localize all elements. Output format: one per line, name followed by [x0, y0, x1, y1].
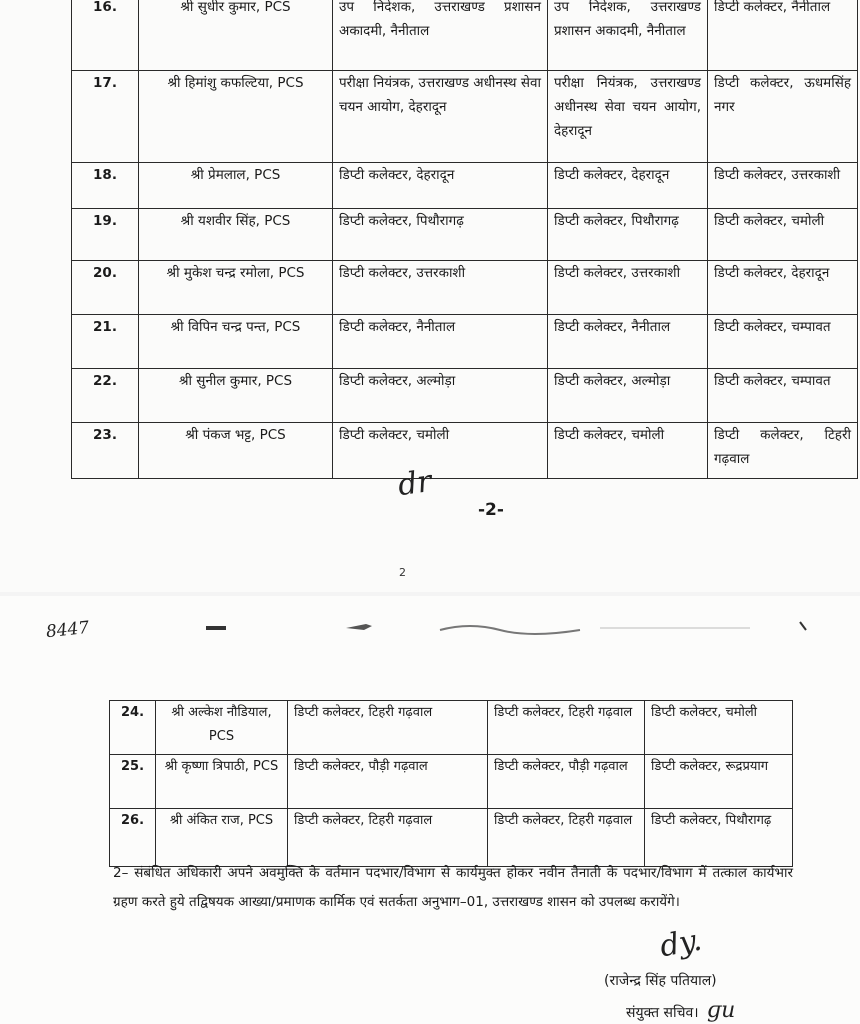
current-posting: डिप्टी कलेक्टर, नैनीताल: [333, 315, 548, 369]
current-posting: डिप्टी कलेक्टर, चमोली: [333, 423, 548, 479]
relieved-from: डिप्टी कलेक्टर, अल्मोड़ा: [548, 369, 708, 423]
serial-number: 21.: [72, 315, 139, 369]
current-posting: डिप्टी कलेक्टर, टिहरी गढ़वाल: [288, 701, 488, 755]
officer-name: श्री विपिन चन्द्र पन्त, PCS: [139, 315, 333, 369]
posting-table-page-2: [109, 700, 793, 867]
officer-name: श्री प्रेमलाल, PCS: [139, 163, 333, 209]
officer-name: श्री मुकेश चन्द्र रमोला, PCS: [139, 261, 333, 315]
serial-number: 16.: [72, 0, 139, 71]
relieved-from: डिप्टी कलेक्टर, टिहरी गढ़वाल: [488, 701, 645, 755]
current-posting: उप निदेशक, उत्तराखण्ड प्रशासन अकादमी, नैनीताल: [333, 0, 548, 71]
relieved-from: उप निदेशक, उत्तराखण्ड प्रशासन अकादमी, नैनीताल: [548, 0, 708, 71]
serial-number: 19.: [72, 209, 139, 261]
table-row: [72, 261, 858, 315]
officer-name: श्री यशवीर सिंह, PCS: [139, 209, 333, 261]
table-row: [72, 0, 858, 71]
relieved-from: डिप्टी कलेक्टर, नैनीताल: [548, 315, 708, 369]
signatory-title: [626, 998, 735, 1023]
scan-mark: [800, 622, 806, 630]
scan-mark: [440, 626, 580, 634]
new-posting: डिप्टी कलेक्टर, टिहरी गढ़वाल: [708, 423, 858, 479]
current-posting: डिप्टी कलेक्टर, अल्मोड़ा: [333, 369, 548, 423]
table-row: [110, 755, 793, 809]
current-posting: परीक्षा नियंत्रक, उत्तराखण्ड अधीनस्थ सेवा चयन आयोग, देहरादून: [333, 71, 548, 163]
officer-name: श्री अल्केश नौडियाल, PCS: [156, 701, 288, 755]
table-row: [72, 71, 858, 163]
relieved-from: डिप्टी कलेक्टर, टिहरी गढ़वाल: [488, 809, 645, 867]
serial-number: 25.: [110, 755, 156, 809]
current-posting: डिप्टी कलेक्टर, उत्तरकाशी: [333, 261, 548, 315]
scan-mark: [206, 626, 226, 630]
relieved-from: डिप्टी कलेक्टर, पौड़ी गढ़वाल: [488, 755, 645, 809]
new-posting: डिप्टी कलेक्टर, उत्तरकाशी: [708, 163, 858, 209]
header-number: 8447: [45, 617, 91, 643]
relieved-from: परीक्षा नियंत्रक, उत्तराखण्ड अधीनस्थ सेवा चयन आयोग, देहरादून: [548, 71, 708, 163]
new-posting: डिप्टी कलेक्टर, रूद्रप्रयाग: [645, 755, 793, 809]
relieved-from: डिप्टी कलेक्टर, पिथौरागढ़: [548, 209, 708, 261]
signatory-title-text: संयुक्त सचिव।: [626, 1005, 699, 1021]
officer-name: श्री कृष्णा त्रिपाठी, PCS: [156, 755, 288, 809]
table-row: [110, 701, 793, 755]
initials-signature: dr: [395, 463, 434, 504]
current-posting: डिप्टी कलेक्टर, टिहरी गढ़वाल: [288, 809, 488, 867]
new-posting: डिप्टी कलेक्टर, चमोली: [645, 701, 793, 755]
new-posting: डिप्टी कलेक्टर, ऊधमसिंह नगर: [708, 71, 858, 163]
new-posting: डिप्टी कलेक्टर, चम्पावत: [708, 315, 858, 369]
instruction-paragraph: 2– संबंधित अधिकारी अपने अवमुक्ति के वर्तमान पदभार/विभाग से कार्यमुक्त होकर नवीन तैनाती के पदभार/विभाग में तत्काल कार्यभार ग्रहण करते हुये तद्विषयक आख्या/प्रमाणक कार्मिक एवं सतर्कता अनुभाग–01, उत्तराखण्ड शासन को उपलब्ध करायेंगे।: [113, 865, 793, 910]
new-posting: डिप्टी कलेक्टर, चमोली: [708, 209, 858, 261]
new-posting: डिप्टी कलेक्टर, चम्पावत: [708, 369, 858, 423]
serial-number: 22.: [72, 369, 139, 423]
current-posting: डिप्टी कलेक्टर, पिथौरागढ़: [333, 209, 548, 261]
serial-number: 26.: [110, 809, 156, 867]
table-row: [72, 369, 858, 423]
scan-mark: [346, 624, 372, 630]
officer-name: श्री सुधीर कुमार, PCS: [139, 0, 333, 71]
officer-name: श्री हिमांशु कफल्टिया, PCS: [139, 71, 333, 163]
serial-number: 18.: [72, 163, 139, 209]
serial-number: 20.: [72, 261, 139, 315]
signatory-name: (राजेन्द्र सिंह पतियाल): [604, 973, 717, 989]
serial-number: 17.: [72, 71, 139, 163]
table-row: [110, 809, 793, 867]
table-row: [72, 423, 858, 479]
table-row: [72, 315, 858, 369]
current-posting: डिप्टी कलेक्टर, पौड़ी गढ़वाल: [288, 755, 488, 809]
relieved-from: डिप्टी कलेक्टर, उत्तरकाशी: [548, 261, 708, 315]
new-posting: डिप्टी कलेक्टर, नैनीताल: [708, 0, 858, 71]
header-scan-marks: [150, 620, 810, 640]
relieved-from: डिप्टी कलेक्टर, देहरादून: [548, 163, 708, 209]
posting-table-page-1: [71, 0, 858, 479]
new-posting: डिप्टी कलेक्टर, पिथौरागढ़: [645, 809, 793, 867]
relieved-from: डिप्टी कलेक्टर, चमोली: [548, 423, 708, 479]
page-number: 2: [399, 566, 406, 579]
approval-signature: dy.: [657, 922, 705, 965]
officer-name: श्री पंकज भट्ट, PCS: [139, 423, 333, 479]
serial-number: 23.: [72, 423, 139, 479]
new-posting: डिप्टी कलेक्टर, देहरादून: [708, 261, 858, 315]
title-signature: ɡu: [707, 998, 736, 1023]
officer-name: श्री अंकित राज, PCS: [156, 809, 288, 867]
page-label: -2-: [478, 500, 504, 520]
serial-number: 24.: [110, 701, 156, 755]
current-posting: डिप्टी कलेक्टर, देहरादून: [333, 163, 548, 209]
table-row: [72, 209, 858, 261]
document-page-2: [0, 596, 860, 1024]
officer-name: श्री सुनील कुमार, PCS: [139, 369, 333, 423]
table-row: [72, 163, 858, 209]
